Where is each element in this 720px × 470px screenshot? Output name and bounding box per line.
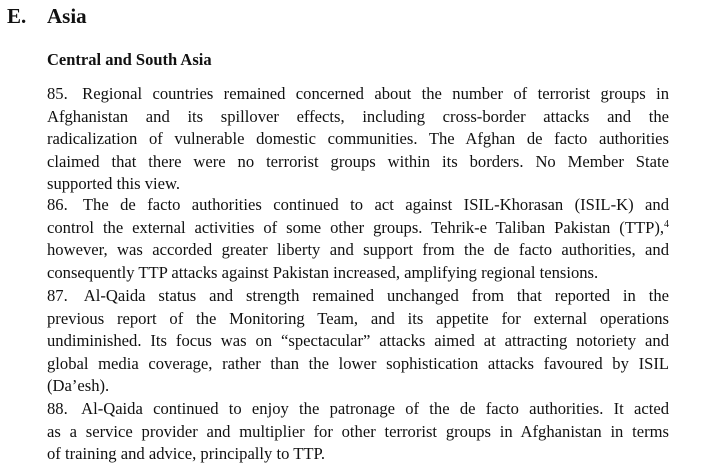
paragraph-line: (Da’esh). <box>47 376 110 395</box>
section-heading <box>7 4 87 29</box>
paragraph-number: 86. <box>47 195 68 214</box>
paragraph-line: Afghanistan and its spillover effects, including cross-border attacks and the <box>47 106 669 126</box>
paragraph-line: consequently TTP attacks against Pakistan increased, amplifying regional tensions. <box>47 262 599 282</box>
paragraph-line <box>47 83 669 106</box>
footnote-marker[interactable]: 4 <box>664 218 669 230</box>
paragraph-line <box>47 398 669 421</box>
section-letter: E. <box>7 4 27 28</box>
paragraph-88 <box>47 398 669 466</box>
subsection-title: Central and South Asia <box>47 50 212 69</box>
paragraph-text: Al-Qaida continued to enjoy the patronage of the de facto authorities. It acted <box>81 399 669 418</box>
paragraph-text: The de facto authorities continued to act against ISIL-Khorasan (ISIL-K) and <box>82 195 669 214</box>
paragraph-line: global media coverage, rather than the lower sophistication attacks favoured by ISIL <box>47 353 669 373</box>
paragraph-line: radicalization of vulnerable domestic communities. The Afghan de facto authorities <box>47 129 669 148</box>
paragraph-number: 85. <box>47 84 68 103</box>
paragraph-line: undiminished. Its focus was on “spectacular” attacks aimed at attracting notoriety and <box>47 331 669 350</box>
paragraph-86 <box>47 194 669 284</box>
paragraph-line: of training and advice, principally to TTP. <box>47 444 326 463</box>
paragraph-line <box>47 285 669 308</box>
paragraph-line <box>47 217 669 240</box>
paragraph-line <box>47 194 669 217</box>
paragraph-text: Al-Qaida status and strength remained unchanged from that reported in the <box>83 286 669 305</box>
paragraph-85 <box>47 83 669 196</box>
paragraph-text: control the external activities of some other groups. Tehrik-e Taliban Pakistan (TTP), <box>47 217 664 237</box>
paragraph-number: 87. <box>47 286 68 305</box>
paragraph-text: Regional countries remained concerned about the number of terrorist groups in <box>82 84 669 103</box>
paragraph-line: as a service provider and multiplier for other terrorist groups in Afghanistan in terms <box>47 421 669 441</box>
paragraph-87 <box>47 285 669 398</box>
paragraph-number: 88. <box>47 399 68 418</box>
paragraph-line: previous report of the Monitoring Team, and its appetite for external operations <box>47 308 669 328</box>
paragraph-line: however, was accorded greater liberty and support from the de facto authorities, and <box>47 240 669 259</box>
paragraph-line: supported this view. <box>47 174 181 193</box>
section-title: Asia <box>47 4 87 28</box>
paragraph-line: claimed that there were no terrorist groups within its borders. No Member State <box>47 151 669 171</box>
